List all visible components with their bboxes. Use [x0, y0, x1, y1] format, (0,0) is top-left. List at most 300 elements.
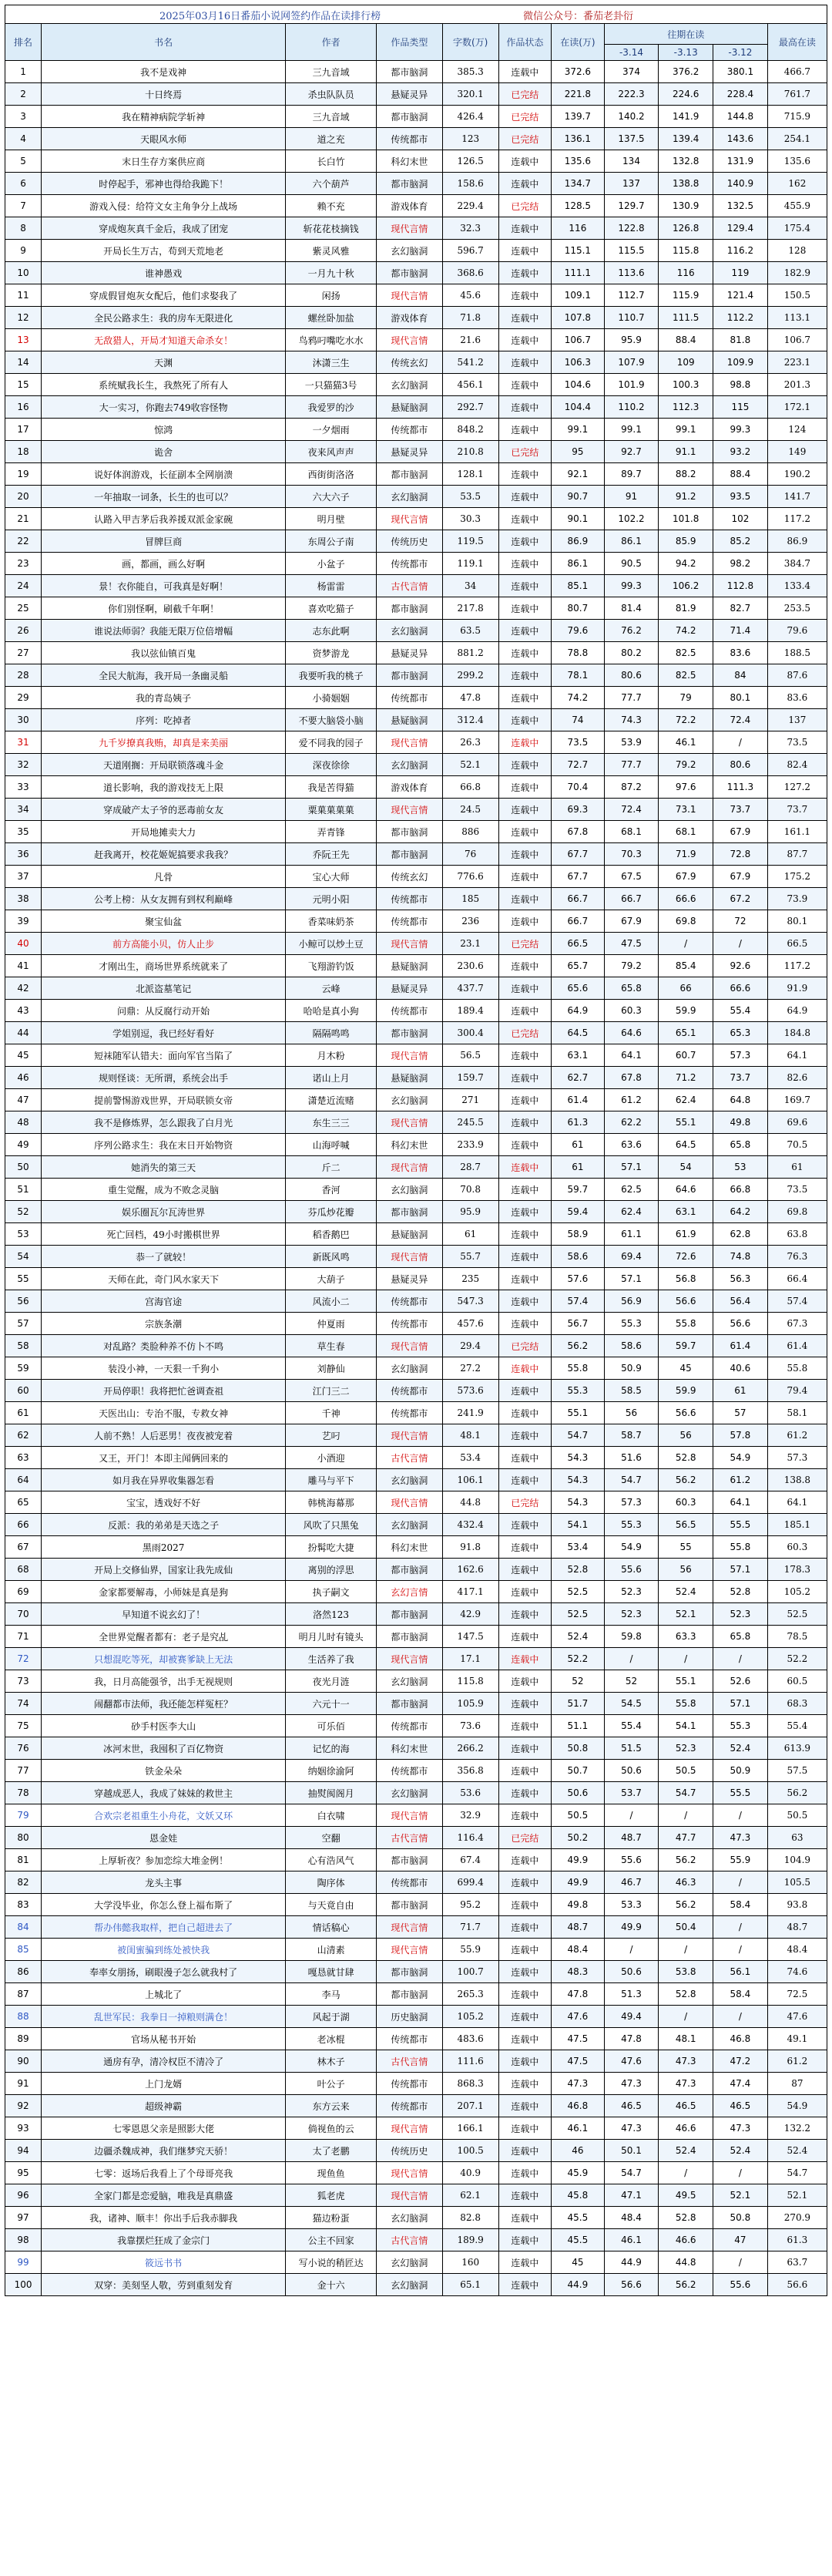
- cell-author: 现鱼鱼: [286, 2162, 377, 2184]
- cell-best: 270.9: [767, 2207, 827, 2229]
- cell-status: 连载中: [498, 1514, 552, 1536]
- cell-history-d2: 52.8: [659, 2207, 713, 2229]
- cell-type: 现代言情: [377, 1335, 443, 1357]
- cell-history-d1: 51.5: [604, 1737, 659, 1760]
- cell-history-d1: /: [604, 1648, 659, 1670]
- cell-rank: 57: [5, 1313, 42, 1335]
- cell-rank: 71: [5, 1626, 42, 1648]
- cell-reading: 46.1: [552, 2117, 605, 2140]
- cell-history-d1: 129.7: [604, 195, 659, 217]
- cell-type: 传统都市: [377, 1313, 443, 1335]
- cell-history-d2: 46.5: [659, 2095, 713, 2117]
- cell-title: 奉率女朋扬，刷眼漫子怎么就我村了: [42, 1961, 286, 1983]
- cell-history-d2: 88.2: [659, 463, 713, 486]
- cell-history-d3: 80.1: [713, 687, 768, 709]
- cell-rank: 50: [5, 1156, 42, 1179]
- cell-history-d1: 115.5: [604, 240, 659, 262]
- cell-title: 又王，开门！本即主闻俩回来的: [42, 1447, 286, 1469]
- cell-reading: 70.4: [552, 776, 605, 799]
- cell-title: 公考上榜：从女友拥有到权利巅峰: [42, 888, 286, 910]
- cell-author: 长白竹: [286, 150, 377, 173]
- cell-title: 上厚斩夜？参加恋综大堆金例！: [42, 1849, 286, 1871]
- cell-history-d1: 49.4: [604, 2006, 659, 2028]
- cell-reading: 95: [552, 441, 605, 463]
- cell-history-d2: 56.5: [659, 1514, 713, 1536]
- cell-history-d2: 56.2: [659, 1894, 713, 1916]
- cell-history-d2: 60.3: [659, 1491, 713, 1514]
- cell-history-d3: 53: [713, 1156, 768, 1179]
- cell-author: 夜来风声声: [286, 441, 377, 463]
- cell-history-d1: 53.9: [604, 731, 659, 754]
- cell-history-d2: /: [659, 933, 713, 955]
- table-row: [5, 1827, 827, 1849]
- cell-history-d2: 139.4: [659, 128, 713, 150]
- col-best: 最高在读: [767, 24, 827, 61]
- cell-word-count: 233.9: [442, 1134, 498, 1156]
- cell-best: 253.5: [767, 597, 827, 620]
- cell-type: 科幻末世: [377, 1737, 443, 1760]
- cell-type: 都市脑洞: [377, 61, 443, 83]
- cell-rank: 46: [5, 1067, 42, 1089]
- table-row: [5, 2251, 827, 2274]
- cell-status: 连载中: [498, 709, 552, 731]
- cell-history-d1: 101.9: [604, 374, 659, 396]
- cell-author: 离别的浮思: [286, 1559, 377, 1581]
- table-row: [5, 2028, 827, 2050]
- cell-rank: 93: [5, 2117, 42, 2140]
- cell-word-count: 483.6: [442, 2028, 498, 2050]
- cell-rank: 59: [5, 1357, 42, 1380]
- cell-word-count: 62.1: [442, 2184, 498, 2207]
- report-title: 2025年03月16日番茄小说网签约作品在读排行榜: [159, 11, 381, 22]
- cell-author: 宝心大师: [286, 866, 377, 888]
- cell-history-d1: 95.9: [604, 329, 659, 351]
- cell-word-count: 111.6: [442, 2050, 498, 2073]
- cell-best: 79.4: [767, 1380, 827, 1402]
- cell-history-d1: 99.1: [604, 419, 659, 441]
- cell-rank: 35: [5, 821, 42, 843]
- table-row: [5, 1983, 827, 2006]
- cell-author: 山海呼喊: [286, 1134, 377, 1156]
- col-history-d2: -3.13: [659, 45, 713, 61]
- cell-history-d1: 50.6: [604, 1760, 659, 1782]
- cell-history-d3: 119: [713, 262, 768, 284]
- cell-status: 已完结: [498, 1022, 552, 1044]
- cell-reading: 67.7: [552, 866, 605, 888]
- cell-reading: 52: [552, 1670, 605, 1693]
- cell-history-d3: 72.4: [713, 709, 768, 731]
- cell-author: 仲夏雨: [286, 1313, 377, 1335]
- cell-best: 54.7: [767, 2162, 827, 2184]
- cell-type: 传统都市: [377, 1760, 443, 1782]
- cell-status: 连载中: [498, 1223, 552, 1246]
- cell-history-d3: /: [713, 1916, 768, 1939]
- cell-title: 我不是戏神: [42, 61, 286, 83]
- cell-status: 连载中: [498, 1559, 552, 1581]
- cell-status: 连载中: [498, 419, 552, 441]
- cell-author: 心有浩风气: [286, 1849, 377, 1871]
- cell-status: 连载中: [498, 977, 552, 1000]
- cell-rank: 21: [5, 508, 42, 530]
- cell-status: 连载中: [498, 687, 552, 709]
- cell-best: 57.5: [767, 1760, 827, 1782]
- cell-word-count: 417.1: [442, 1581, 498, 1603]
- cell-history-d1: 55.6: [604, 1559, 659, 1581]
- cell-history-d2: 55.8: [659, 1313, 713, 1335]
- cell-type: 玄幻脑洞: [377, 486, 443, 508]
- cell-best: 185.1: [767, 1514, 827, 1536]
- cell-status: 连载中: [498, 731, 552, 754]
- cell-type: 都市脑洞: [377, 463, 443, 486]
- cell-type: 悬疑灵异: [377, 642, 443, 664]
- cell-best: 70.5: [767, 1134, 827, 1156]
- cell-title: 惊鸿: [42, 419, 286, 441]
- cell-best: 66.4: [767, 1268, 827, 1290]
- cell-type: 传统都市: [377, 1402, 443, 1424]
- cell-title: 上城北了: [42, 1983, 286, 2006]
- cell-history-d3: 121.4: [713, 284, 768, 307]
- cell-type: 悬疑脑洞: [377, 955, 443, 977]
- cell-history-d1: 44.9: [604, 2251, 659, 2274]
- cell-history-d3: 98.2: [713, 553, 768, 575]
- cell-title: 恩金娃: [42, 1827, 286, 1849]
- cell-history-d1: 61.1: [604, 1223, 659, 1246]
- cell-rank: 25: [5, 597, 42, 620]
- cell-word-count: 300.4: [442, 1022, 498, 1044]
- cell-history-d2: 91.2: [659, 486, 713, 508]
- cell-type: 传统都市: [377, 910, 443, 933]
- cell-history-d3: /: [713, 1804, 768, 1827]
- cell-history-d1: 60.3: [604, 1000, 659, 1022]
- cell-history-d1: 80.6: [604, 664, 659, 687]
- cell-history-d3: 93.5: [713, 486, 768, 508]
- cell-word-count: 32.9: [442, 1804, 498, 1827]
- cell-history-d3: 112.2: [713, 307, 768, 329]
- cell-title: 宫海官途: [42, 1290, 286, 1313]
- cell-title: 我在精神病院学斩神: [42, 106, 286, 128]
- cell-type: 都市脑洞: [377, 106, 443, 128]
- table-row: [5, 396, 827, 419]
- cell-history-d1: 55.3: [604, 1313, 659, 1335]
- cell-history-d1: /: [604, 1939, 659, 1961]
- cell-history-d1: 57.1: [604, 1268, 659, 1290]
- cell-status: 连载中: [498, 1961, 552, 1983]
- cell-word-count: 299.2: [442, 664, 498, 687]
- cell-type: 游戏体育: [377, 307, 443, 329]
- cell-best: 455.9: [767, 195, 827, 217]
- cell-type: 现代言情: [377, 1916, 443, 1939]
- table-row: [5, 195, 827, 217]
- cell-history-d3: 65.8: [713, 1134, 768, 1156]
- cell-history-d1: 81.4: [604, 597, 659, 620]
- cell-title: 筱远书书: [42, 2251, 286, 2274]
- table-row: [5, 2117, 827, 2140]
- cell-rank: 63: [5, 1447, 42, 1469]
- cell-best: 124: [767, 419, 827, 441]
- cell-word-count: 217.8: [442, 597, 498, 620]
- table-row: [5, 1603, 827, 1626]
- cell-word-count: 547.3: [442, 1290, 498, 1313]
- cell-type: 悬疑灵异: [377, 441, 443, 463]
- cell-history-d2: 106.2: [659, 575, 713, 597]
- cell-reading: 52.8: [552, 1559, 605, 1581]
- cell-history-d3: 81.8: [713, 329, 768, 351]
- table-row: [5, 1179, 827, 1201]
- cell-type: 传统玄幻: [377, 351, 443, 374]
- cell-word-count: 437.7: [442, 977, 498, 1000]
- cell-word-count: 116.4: [442, 1827, 498, 1849]
- cell-title: 序列：吃掉者: [42, 709, 286, 731]
- cell-reading: 45: [552, 2251, 605, 2274]
- cell-reading: 78.8: [552, 642, 605, 664]
- cell-status: 连载中: [498, 508, 552, 530]
- cell-status: 连载中: [498, 1156, 552, 1179]
- cell-history-d2: /: [659, 2006, 713, 2028]
- cell-type: 玄幻脑洞: [377, 1514, 443, 1536]
- cell-history-d1: 112.7: [604, 284, 659, 307]
- cell-history-d3: 144.8: [713, 106, 768, 128]
- cell-title: 上门龙婿: [42, 2073, 286, 2095]
- cell-title: 你们别怪啊，刷截千年啊！: [42, 597, 286, 620]
- cell-author: 乔阮王先: [286, 843, 377, 866]
- cell-history-d1: 110.2: [604, 396, 659, 419]
- cell-rank: 65: [5, 1491, 42, 1514]
- cell-history-d2: 66: [659, 977, 713, 1000]
- cell-history-d3: 57: [713, 1402, 768, 1424]
- cell-author: 爱不同我的园子: [286, 731, 377, 754]
- cell-type: 现代言情: [377, 933, 443, 955]
- cell-status: 连载中: [498, 1380, 552, 1402]
- cell-history-d2: 47.3: [659, 2073, 713, 2095]
- cell-word-count: 426.4: [442, 106, 498, 128]
- cell-type: 古代言情: [377, 2050, 443, 2073]
- cell-history-d3: 112.8: [713, 575, 768, 597]
- cell-author: 嘎恳就甘肆: [286, 1961, 377, 1983]
- cell-word-count: 457.6: [442, 1313, 498, 1335]
- cell-history-d1: 51.3: [604, 1983, 659, 2006]
- cell-title: 闹翻都市法师，我还能怎样冤枉？: [42, 1693, 286, 1715]
- cell-status: 连载中: [498, 1626, 552, 1648]
- cell-status: 连载中: [498, 642, 552, 664]
- cell-author: 与天竟自由: [286, 1894, 377, 1916]
- cell-word-count: 229.4: [442, 195, 498, 217]
- cell-type: 悬疑脑洞: [377, 1067, 443, 1089]
- cell-best: 161.1: [767, 821, 827, 843]
- table-row: [5, 284, 827, 307]
- cell-best: 141.7: [767, 486, 827, 508]
- cell-history-d2: 64.5: [659, 1134, 713, 1156]
- cell-history-d1: 50.1: [604, 2140, 659, 2162]
- cell-best: 87.6: [767, 664, 827, 687]
- cell-title: 序列公路求生：我在末日开始物资: [42, 1134, 286, 1156]
- cell-reading: 61.4: [552, 1089, 605, 1111]
- cell-word-count: 119.1: [442, 553, 498, 575]
- cell-type: 传统玄幻: [377, 866, 443, 888]
- table-row: [5, 2162, 827, 2184]
- cell-history-d2: 100.3: [659, 374, 713, 396]
- cell-author: 六元十一: [286, 1693, 377, 1715]
- cell-status: 已完结: [498, 83, 552, 106]
- table-row: [5, 1447, 827, 1469]
- cell-rank: 68: [5, 1559, 42, 1581]
- cell-type: 现代言情: [377, 1246, 443, 1268]
- cell-history-d2: 88.4: [659, 329, 713, 351]
- cell-author: 三九音域: [286, 61, 377, 83]
- cell-author: 沐潇三生: [286, 351, 377, 374]
- table-row: [5, 2184, 827, 2207]
- cell-reading: 372.6: [552, 61, 605, 83]
- cell-history-d2: 68.1: [659, 821, 713, 843]
- cell-author: 资梦游龙: [286, 642, 377, 664]
- cell-type: 科幻末世: [377, 1134, 443, 1156]
- cell-history-d1: 122.8: [604, 217, 659, 240]
- cell-history-d2: 50.5: [659, 1760, 713, 1782]
- cell-rank: 84: [5, 1916, 42, 1939]
- cell-history-d1: 52.3: [604, 1603, 659, 1626]
- table-row: [5, 1335, 827, 1357]
- cell-author: 空翻: [286, 1827, 377, 1849]
- cell-rank: 47: [5, 1089, 42, 1111]
- cell-history-d2: 81.9: [659, 597, 713, 620]
- cell-history-d2: 56.2: [659, 1469, 713, 1491]
- cell-history-d2: 63.3: [659, 1626, 713, 1648]
- cell-status: 连载中: [498, 1000, 552, 1022]
- col-history-d3: -3.12: [713, 45, 768, 61]
- cell-type: 玄幻脑洞: [377, 1670, 443, 1693]
- cell-reading: 115.1: [552, 240, 605, 262]
- table-row: [5, 1201, 827, 1223]
- table-row: [5, 1648, 827, 1670]
- cell-title: 天师在此，奇门风水家天下: [42, 1268, 286, 1290]
- table-row: [5, 1313, 827, 1335]
- cell-best: 66.5: [767, 933, 827, 955]
- cell-word-count: 368.6: [442, 262, 498, 284]
- cell-title: 铁金朵朵: [42, 1760, 286, 1782]
- cell-title: 天眼风水师: [42, 128, 286, 150]
- cell-history-d3: 56.3: [713, 1268, 768, 1290]
- cell-title: 穿成假冒炮灰女配后，他们求娶我了: [42, 284, 286, 307]
- cell-reading: 49.9: [552, 1849, 605, 1871]
- cell-status: 连载中: [498, 1894, 552, 1916]
- cell-history-d3: 131.9: [713, 150, 768, 173]
- cell-status: 连载中: [498, 1201, 552, 1223]
- cell-word-count: 292.7: [442, 396, 498, 419]
- table-row: [5, 441, 827, 463]
- cell-history-d3: 52.3: [713, 1603, 768, 1626]
- cell-author: 明月壁: [286, 508, 377, 530]
- cell-title: 官场从秘书开始: [42, 2028, 286, 2050]
- cell-history-d1: 56: [604, 1402, 659, 1424]
- cell-best: 61.2: [767, 1424, 827, 1447]
- cell-rank: 56: [5, 1290, 42, 1313]
- cell-history-d1: 54.7: [604, 2162, 659, 2184]
- table-row: [5, 1961, 827, 1983]
- cell-author: 明月儿时有镜头: [286, 1626, 377, 1648]
- cell-rank: 66: [5, 1514, 42, 1536]
- cell-title: 通房有孕，清冷权臣不清冷了: [42, 2050, 286, 2073]
- cell-type: 悬疑脑洞: [377, 396, 443, 419]
- cell-title: 天道刚搁：开局联锁落魂斗金: [42, 754, 286, 776]
- cell-best: 254.1: [767, 128, 827, 150]
- cell-author: 鸟鸦叼嘴吃水水: [286, 329, 377, 351]
- cell-title: 全民大航海，我开局一条幽灵船: [42, 664, 286, 687]
- cell-rank: 48: [5, 1111, 42, 1134]
- cell-history-d2: 52.4: [659, 1581, 713, 1603]
- cell-rank: 7: [5, 195, 42, 217]
- cell-history-d2: 55.8: [659, 1693, 713, 1715]
- cell-history-d2: 56: [659, 1424, 713, 1447]
- table-row: [5, 1000, 827, 1022]
- cell-word-count: 66.8: [442, 776, 498, 799]
- cell-rank: 41: [5, 955, 42, 977]
- cell-word-count: 241.9: [442, 1402, 498, 1424]
- cell-reading: 49.9: [552, 1871, 605, 1894]
- cell-reading: 55.8: [552, 1357, 605, 1380]
- cell-status: 连载中: [498, 1357, 552, 1380]
- cell-rank: 88: [5, 2006, 42, 2028]
- cell-rank: 51: [5, 1179, 42, 1201]
- cell-best: 150.5: [767, 284, 827, 307]
- cell-word-count: 52.1: [442, 754, 498, 776]
- cell-type: 传统都市: [377, 128, 443, 150]
- cell-word-count: 47.8: [442, 687, 498, 709]
- cell-title: 开局停职！我将把忙爸调查祖: [42, 1380, 286, 1402]
- cell-best: 52.1: [767, 2184, 827, 2207]
- cell-best: 132.2: [767, 2117, 827, 2140]
- cell-best: 73.9: [767, 888, 827, 910]
- table-row: [5, 217, 827, 240]
- cell-title: 边疆杀魏成神，我们继梦究天骄！: [42, 2140, 286, 2162]
- cell-word-count: 596.7: [442, 240, 498, 262]
- cell-type: 传统都市: [377, 419, 443, 441]
- cell-type: 都市脑洞: [377, 821, 443, 843]
- cell-title: 我以弦仙镇百鬼: [42, 642, 286, 664]
- cell-type: 都市脑洞: [377, 664, 443, 687]
- table-row: [5, 1536, 827, 1559]
- cell-reading: 64.9: [552, 1000, 605, 1022]
- cell-status: 连载中: [498, 776, 552, 799]
- cell-history-d1: 374: [604, 61, 659, 83]
- cell-type: 玄幻脑洞: [377, 1179, 443, 1201]
- cell-type: 现代言情: [377, 1156, 443, 1179]
- cell-word-count: 95.9: [442, 1201, 498, 1223]
- cell-author: 飞翔游钓饭: [286, 955, 377, 977]
- cell-rank: 91: [5, 2073, 42, 2095]
- table-row: [5, 150, 827, 173]
- cell-type: 古代言情: [377, 1447, 443, 1469]
- cell-status: 连载中: [498, 1871, 552, 1894]
- cell-word-count: 44.8: [442, 1491, 498, 1514]
- cell-rank: 92: [5, 2095, 42, 2117]
- table-row: [5, 1380, 827, 1402]
- cell-status: 连载中: [498, 1648, 552, 1670]
- cell-best: 135.6: [767, 150, 827, 173]
- cell-history-d3: 47: [713, 2229, 768, 2251]
- table-row: [5, 910, 827, 933]
- cell-status: 连载中: [498, 2274, 552, 2296]
- table-row: [5, 486, 827, 508]
- cell-reading: 44.9: [552, 2274, 605, 2296]
- table-row: [5, 1916, 827, 1939]
- cell-history-d3: 71.4: [713, 620, 768, 642]
- cell-history-d1: 54.7: [604, 1469, 659, 1491]
- cell-history-d1: 63.6: [604, 1134, 659, 1156]
- cell-reading: 66.5: [552, 933, 605, 955]
- table-row: [5, 1402, 827, 1424]
- table-row: [5, 1022, 827, 1044]
- cell-rank: 77: [5, 1760, 42, 1782]
- cell-status: 连载中: [498, 240, 552, 262]
